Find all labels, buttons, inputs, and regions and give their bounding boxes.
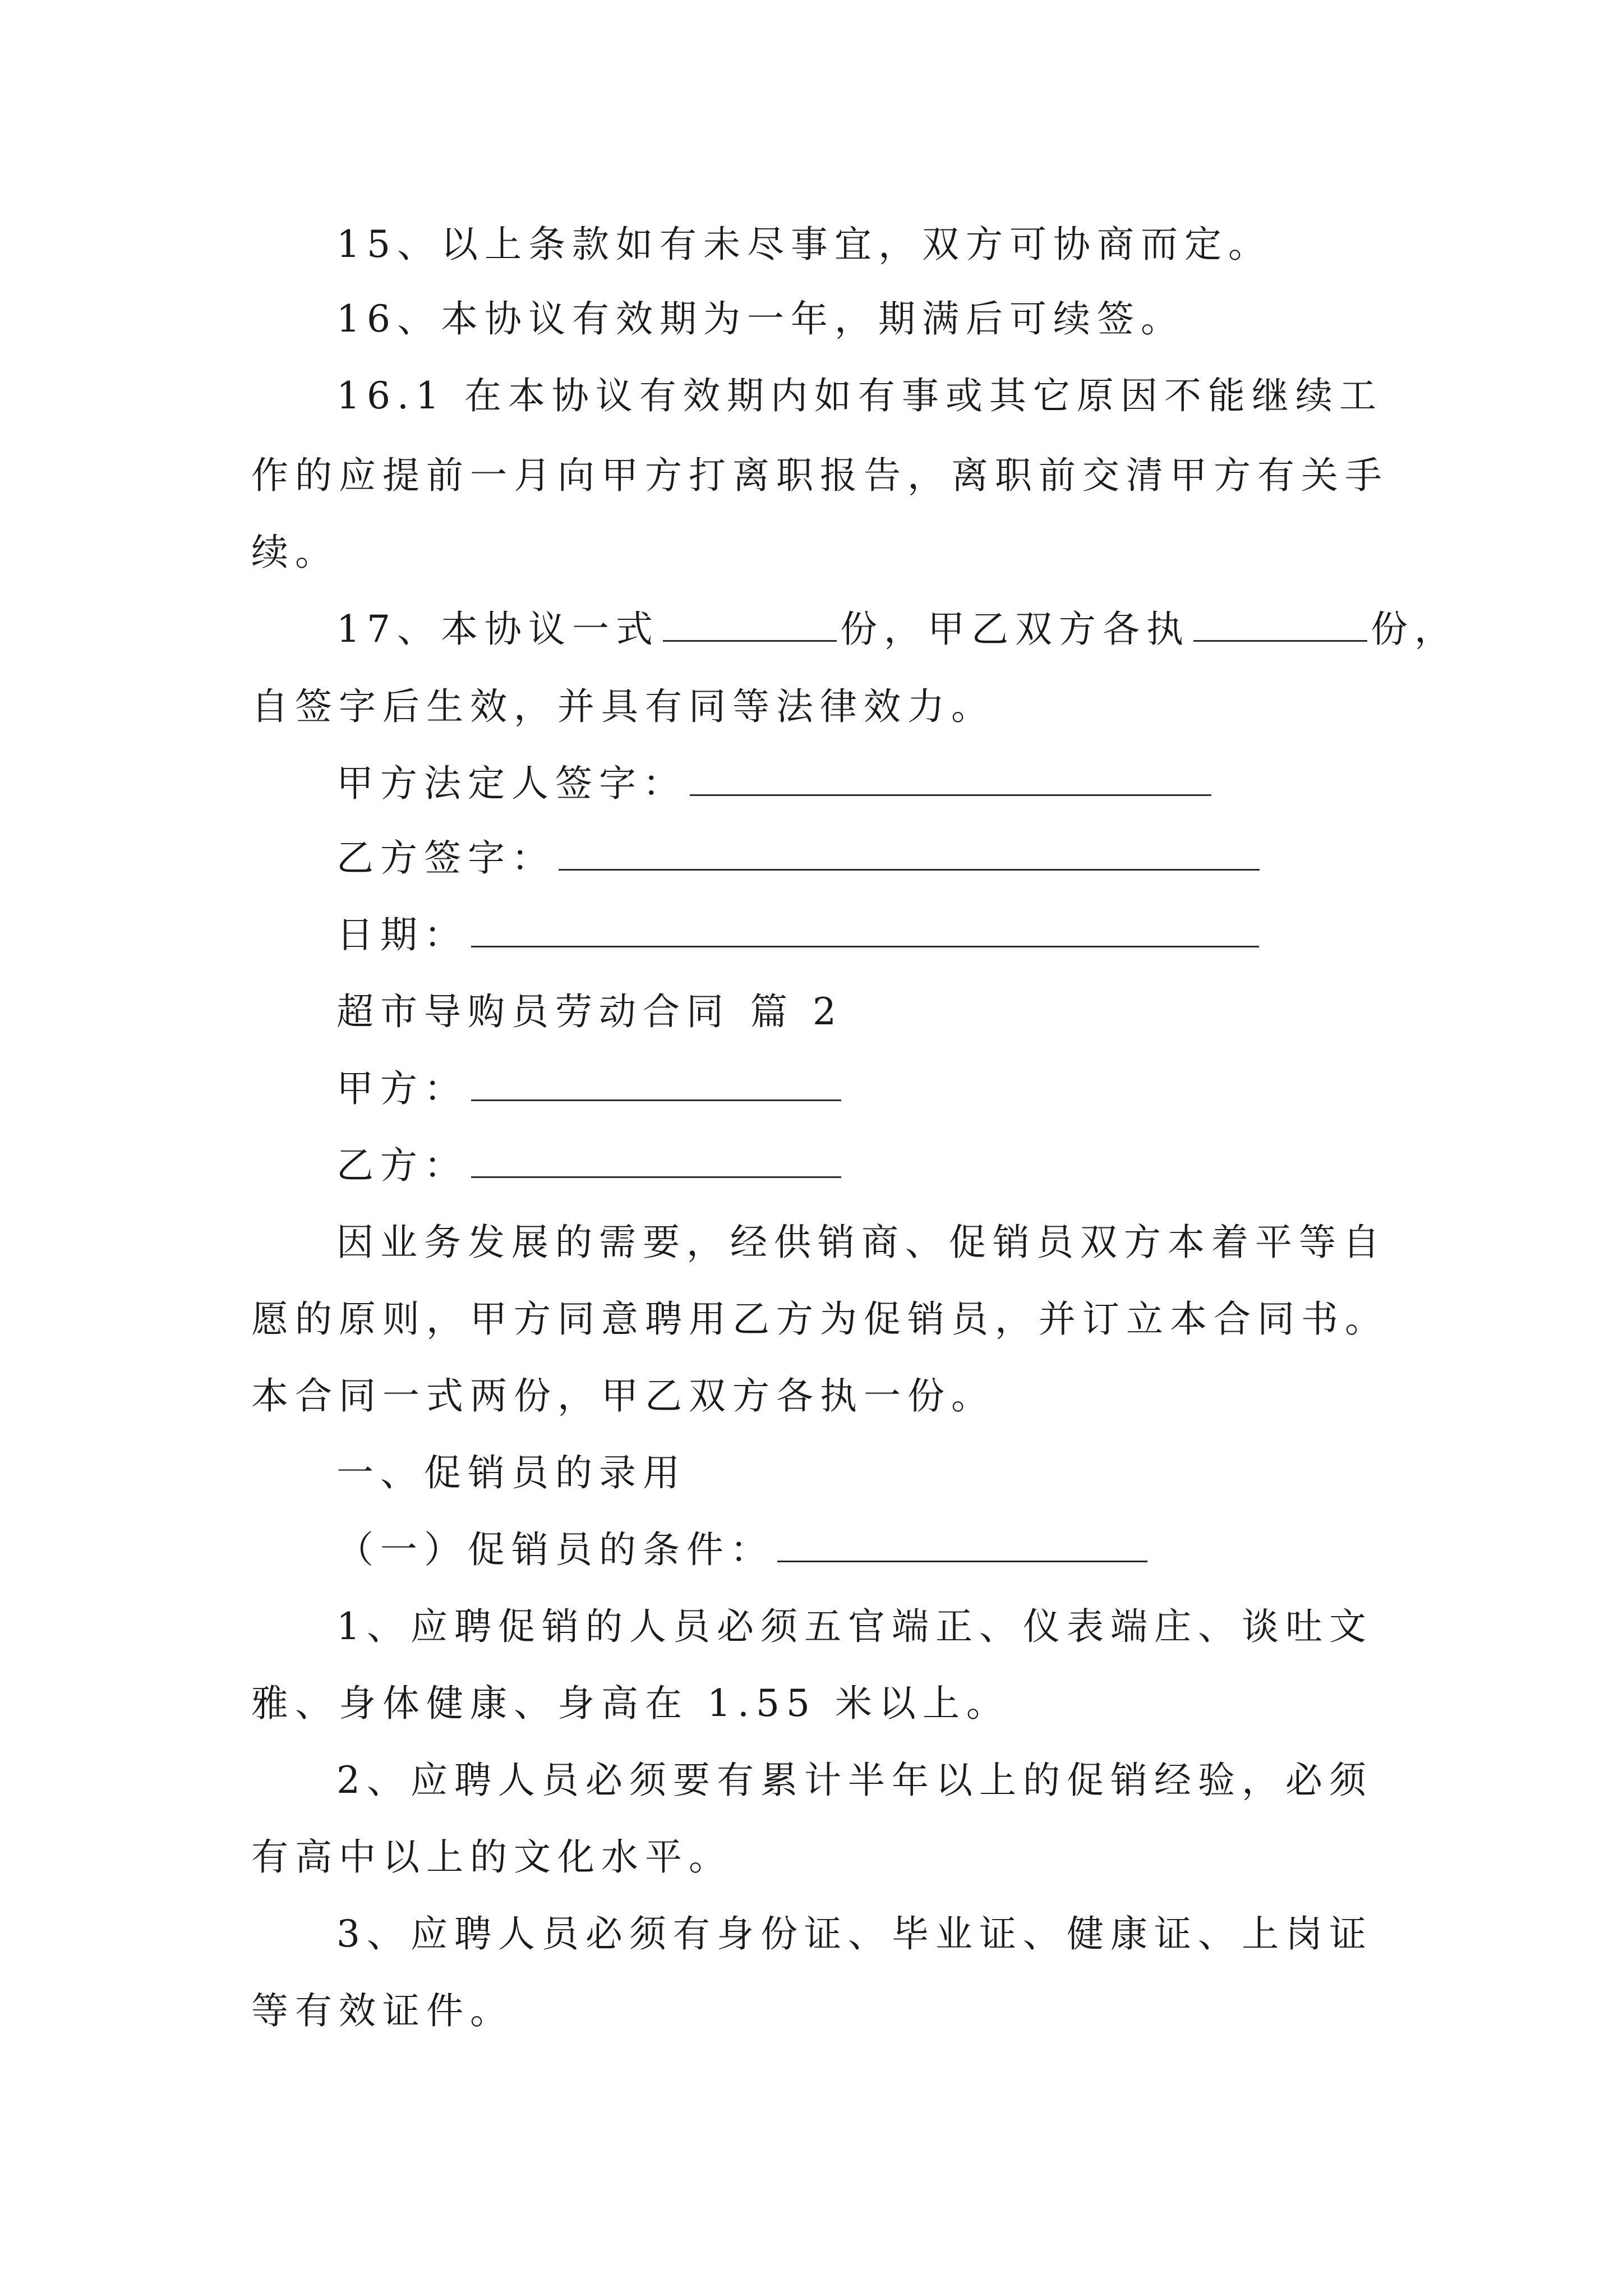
signature-legal-rep-label: 甲方法定人签字： [336, 762, 686, 805]
clause-16-1-line-1: 16.1 在本协议有效期内如有事或其它原因不能继续工 [336, 374, 1383, 417]
signature-party-b-label: 乙方签字： [336, 836, 555, 880]
intro-line-3: 本合同一式两份，甲乙双方各执一份。 [251, 1374, 995, 1418]
party-a-row [336, 1050, 845, 1128]
clause-17-text-a: 17、本协议一式 [336, 608, 660, 651]
condition-2-line-2: 有高中以上的文化水平。 [251, 1835, 732, 1879]
signature-legal-rep-row [336, 744, 1215, 823]
clause-17-text-c: 份， [1370, 608, 1458, 651]
signature-party-b-blank [559, 843, 1260, 871]
party-a-label: 甲方： [336, 1067, 468, 1110]
clause-17-line-1 [336, 590, 1458, 669]
contract-2-title [336, 973, 843, 1051]
signature-date-label: 日期： [336, 913, 468, 956]
signature-legal-rep-blank [690, 769, 1211, 796]
condition-3-line-2: 等有效证件。 [251, 1989, 514, 2032]
section-1-heading: 一、促销员的录用 [336, 1451, 686, 1494]
condition-2-line-1: 2、应聘人员必须要有累计半年以上的促销经验，必须 [336, 1759, 1373, 1802]
clause-17-text-b: 份，甲乙双方各执 [840, 608, 1190, 651]
party-a-blank [471, 1074, 841, 1101]
condition-3-line-1: 3、应聘人员必须有身份证、毕业证、健康证、上岗证 [336, 1912, 1373, 1955]
condition-1-line-1: 1、应聘促销的人员必须五官端正、仪表端庄、谈吐文 [336, 1605, 1373, 1648]
contract-2-number: 篇 2 [750, 990, 843, 1033]
clause-17-line-2: 自签字后生效，并具有同等法律效力。 [251, 685, 995, 728]
clause-16-1-line-3: 续。 [251, 531, 339, 574]
signature-date-row [336, 896, 1262, 974]
signature-date-blank [471, 920, 1259, 947]
party-b-row [336, 1126, 845, 1205]
intro-line-2: 愿的原则，甲方同意聘用乙方为促销员，并订立本合同书。 [251, 1297, 1389, 1341]
party-b-label: 乙方： [336, 1144, 468, 1187]
intro-line-1: 因业务发展的需要，经供销商、促销员双方本着平等自 [336, 1221, 1386, 1264]
party-b-blank [471, 1151, 841, 1178]
contract-2-title-text: 超市导购员劳动合同 [336, 990, 730, 1033]
clause-16-1-line-2: 作的应提前一月向甲方打离职报告，离职前交清甲方有关手 [251, 454, 1389, 497]
clause-15: 15、以上条款如有未尽事宜，双方可协商而定。 [336, 223, 1272, 266]
section-1-1-row [336, 1511, 1151, 1589]
copies-total-blank [663, 614, 837, 642]
clause-16: 16、本协议有效期为一年，期满后可续签。 [336, 297, 1184, 341]
copies-each-blank [1193, 614, 1367, 642]
section-1-1-label: （一）促销员的条件： [336, 1528, 774, 1571]
conditions-blank [777, 1535, 1147, 1562]
condition-1-line-2: 雅、身体健康、身高在 1.55 米以上。 [251, 1682, 1010, 1725]
signature-party-b-row [336, 819, 1263, 898]
